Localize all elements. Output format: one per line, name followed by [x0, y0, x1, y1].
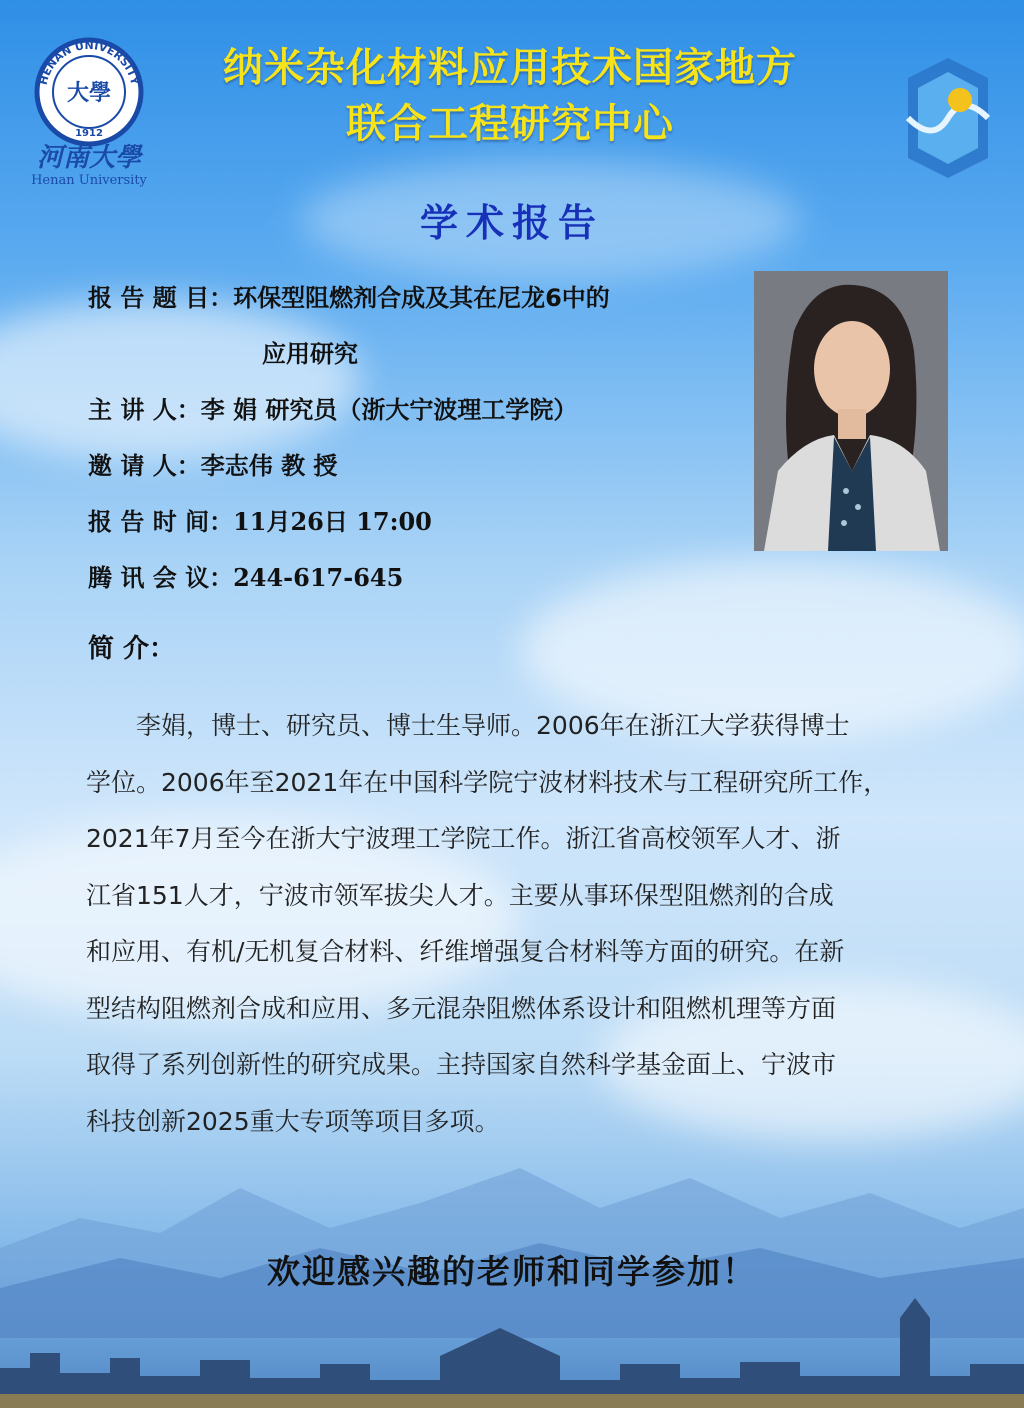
henan-university-logo — [24, 30, 154, 190]
bio-line: 和应用、有机/无机复合材料、纤维增强复合材料等方面的研究。在新 — [86, 937, 845, 966]
topic-value-line2: 应用研究 — [262, 340, 358, 368]
center-name-line1: 纳米杂化材料应用技术国家地方 — [223, 45, 797, 91]
topic-row — [88, 278, 610, 313]
bio-line: 型结构阻燃剂合成和应用、多元混杂阻燃体系设计和阻燃机理等方面 — [86, 993, 837, 1023]
meeting-row — [88, 558, 403, 593]
speaker-photo — [754, 271, 948, 551]
topic-label: 报 告 题 目： — [88, 284, 234, 312]
logo-cn-name: 河南大學 — [36, 143, 142, 173]
intro-heading: 简 介： — [88, 634, 176, 664]
meeting-label: 腾 讯 会 议： — [88, 564, 234, 592]
bio-line: 取得了系列创新性的研究成果。主持国家自然科学基金面上、宁波市 — [86, 1050, 837, 1079]
inviter-row — [88, 446, 337, 481]
svg-text:大學: 大學 — [66, 80, 112, 106]
topic-row-continued — [262, 334, 358, 369]
speaker-value: 李 娟 研究员（浙大宁波理工学院） — [200, 396, 578, 424]
research-center-logo — [888, 48, 1008, 188]
bio-line: 学位。2006年至2021年在中国科学院宁波材料技术与工程研究所工作， — [86, 767, 889, 797]
inviter-label: 邀 请 人： — [88, 452, 201, 480]
time-label: 报 告 时 间： — [88, 508, 234, 536]
cloud — [0, 300, 360, 460]
inviter-value: 李志伟 教 授 — [200, 452, 338, 480]
bio-line: 2021年7月至今在浙大宁波理工学院工作。浙江省高校领军人才、浙 — [86, 824, 841, 853]
topic-value-line1: 环保型阻燃剂合成及其在尼龙6中的 — [233, 284, 610, 312]
logo-year: 1912 — [75, 128, 103, 139]
bio-line: 科技创新2025重大专项等项目多项。 — [86, 1106, 500, 1136]
speaker-label: 主 讲 人： — [88, 396, 201, 424]
bio-line: 江省151人才，宁波市领军拔尖人才。主要从事环保型阻燃剂的合成 — [86, 880, 834, 910]
bio-paragraph — [86, 698, 966, 1150]
logo-en-name: Henan University — [31, 173, 147, 188]
time-value: 11月26日 17:00 — [233, 507, 432, 536]
logo-seal-text: HENAN UNIVERSITY — [36, 38, 142, 87]
speaker-row — [88, 390, 577, 425]
center-name-line2: 联合工程研究中心 — [346, 101, 674, 147]
report-title: 学术报告 — [419, 201, 604, 245]
meeting-id: 244-617-645 — [233, 563, 404, 592]
bio-line: 李娟，博士、研究员、博士生导师。2006年在浙江大学获得博士 — [86, 711, 850, 740]
time-row — [88, 502, 432, 537]
welcome-message: 欢迎感兴趣的老师和同学参加！ — [267, 1252, 757, 1291]
campus-skyline — [0, 1298, 1024, 1408]
